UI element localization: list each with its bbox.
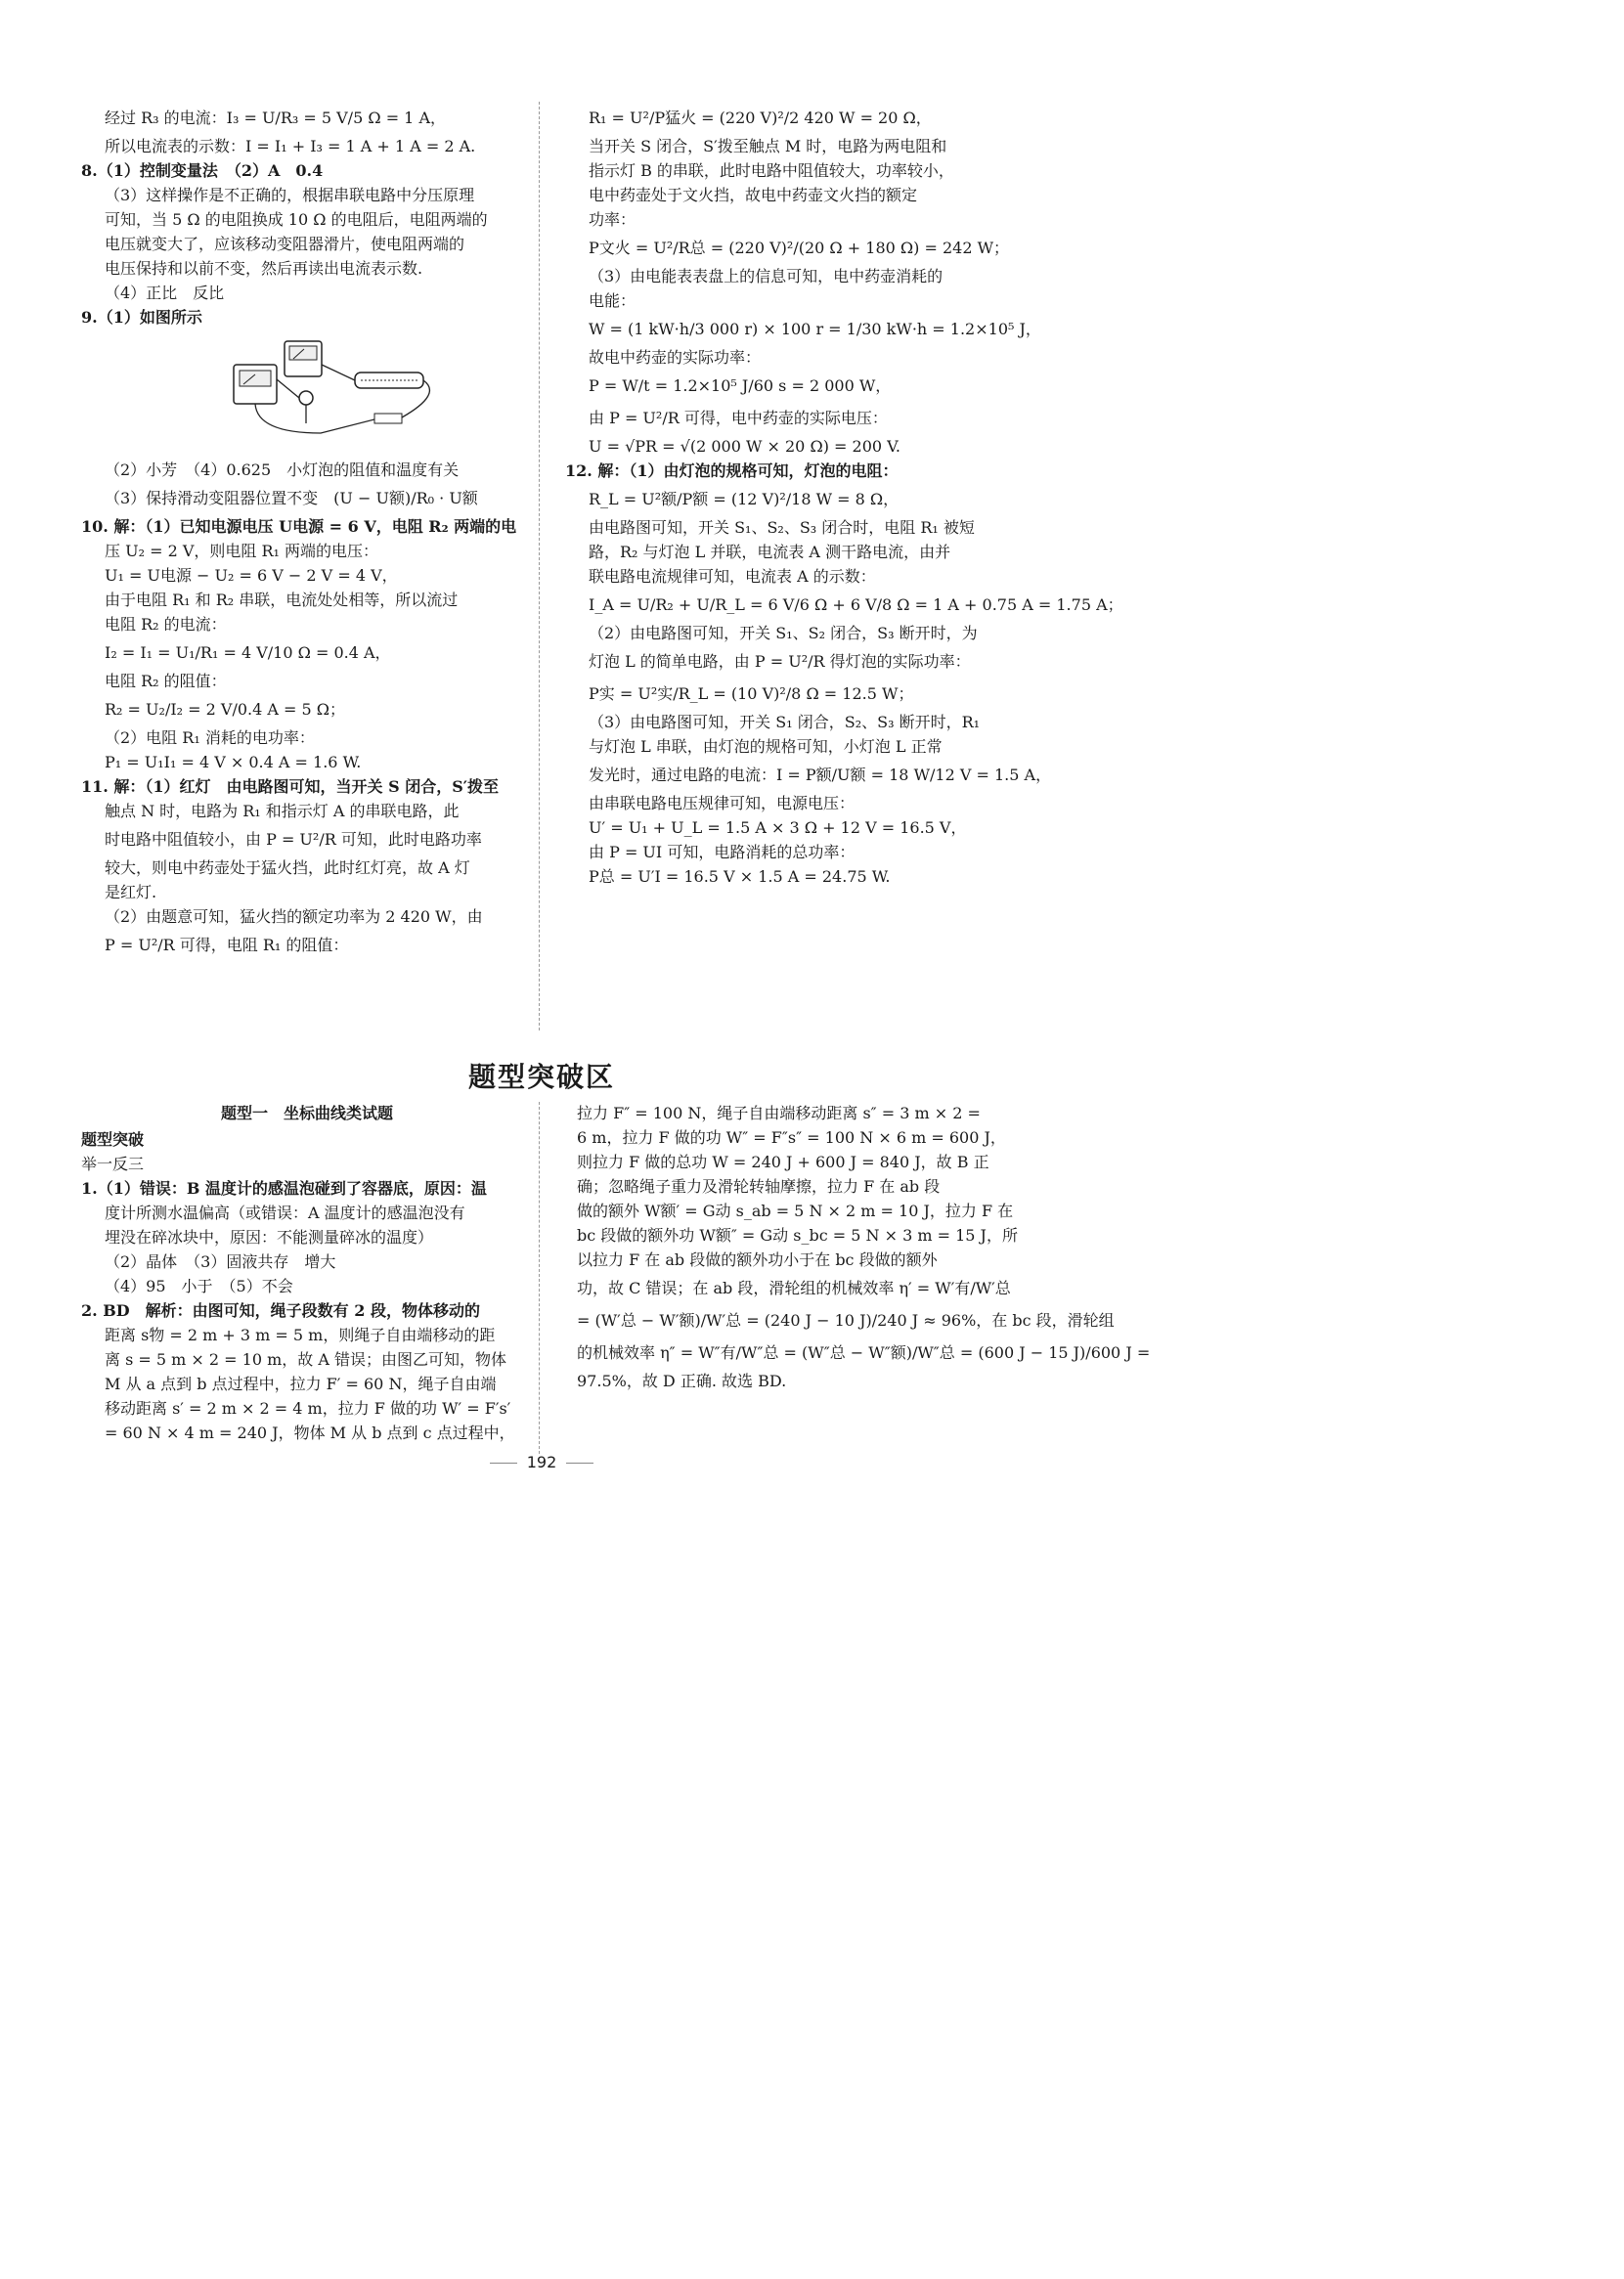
left-column-bottom — [81, 1101, 533, 1445]
text-line: U′ = U₁ + U_L = 1.5 A × 3 Ω + 12 V = 16.5 V， — [589, 818, 967, 837]
text-line: bc 段做的额外功 W额″ = G动 s_bc = 5 N × 3 m = 15 J，所 — [577, 1226, 1018, 1245]
text-line: 埋没在碎冰块中，原因：不能测量碎冰的温度） — [105, 1228, 434, 1247]
text-line: （4）正比 反比 — [105, 284, 225, 302]
answer-block-right-top — [565, 102, 1123, 889]
text-line: = 60 N × 4 m = 240 J，物体 M 从 b 点到 c 点过程中， — [105, 1424, 515, 1442]
text-line: P₁ = U₁I₁ = 4 V × 0.4 A = 1.6 W. — [105, 753, 362, 771]
text-line: U = √PR = √(2 000 W × 20 Ω) = 200 V. — [589, 437, 900, 456]
text-line: U₁ = U电源 − U₂ = 6 V − 2 V = 4 V， — [105, 566, 398, 585]
text-line: （2）由题意可知，猛火挡的额定功率为 2 420 W，由 — [105, 907, 483, 926]
answer-block-left-bottom — [81, 1152, 533, 1445]
text-line: R₁ = U²/P猛火 = (220 V)²/2 420 W = 20 Ω， — [589, 109, 932, 127]
text-line: 与灯泡 L 串联，由灯泡的规格可知，小灯泡 L 正常 — [589, 737, 943, 756]
text-line: （4）95 小于 （5）不会 — [105, 1277, 293, 1295]
text-line: 12. 解：（1）由灯泡的规格可知，灯泡的电阻： — [565, 461, 899, 480]
text-line: （3）由电路图可知，开关 S₁ 闭合，S₂、S₃ 断开时，R₁ — [589, 713, 981, 731]
text-line: 6 m，拉力 F 做的功 W″ = F″s″ = 100 N × 6 m = 600 J， — [577, 1128, 1006, 1147]
text-line: 电压保持和以前不变，然后再读出电流表示数. — [105, 259, 423, 278]
text-line: 则拉力 F 做的总功 W = 240 J + 600 J = 840 J，故 B 正 — [577, 1153, 989, 1171]
text-line: 指示灯 B 的串联，此时电路中阻值较大，功率较小， — [589, 161, 954, 180]
answer-block-right-bottom — [577, 1101, 1151, 1393]
text-line: 距离 s物 = 2 m + 3 m = 5 m，则绳子自由端移动的距 — [105, 1326, 496, 1344]
text-line: 9.（1）如图所示 — [81, 308, 202, 327]
text-line: 功，故 C 错误；在 ab 段，滑轮组的机械效率 η′ = W′有/W′总 — [577, 1279, 1011, 1297]
text-line: 电能： — [589, 291, 636, 310]
text-line: 由 P = UI 可知，电路消耗的总功率： — [589, 843, 856, 861]
text-line: I_A = U/R₂ + U/R_L = 6 V/6 Ω + 6 V/8 Ω = 1 A + 0.75 A = 1.75 A； — [589, 595, 1123, 614]
text-line: 8.（1）控制变量法 （2）A 0.4 — [81, 161, 324, 180]
text-line: 电中药壶处于文火挡，故电中药壶文火挡的额定 — [589, 186, 918, 204]
text-line: 拉力 F″ = 100 N，绳子自由端移动距离 s″ = 3 m × 2 = — [577, 1104, 981, 1122]
text-line: 由于电阻 R₁ 和 R₂ 串联，电流处处相等，所以流过 — [105, 591, 459, 609]
page-number — [0, 1453, 1083, 1471]
column-divider — [539, 1102, 540, 1454]
text-line: 移动距离 s′ = 2 m × 2 = 4 m，拉力 F 做的功 W′ = F′s′ — [105, 1399, 511, 1418]
subsection-heading: 题型一 坐标曲线类试题 — [220, 1104, 393, 1122]
text-line: 电阻 R₂ 的电流： — [105, 615, 227, 634]
text-line: 电压就变大了，应该移动变阻器滑片，使电阻两端的 — [105, 235, 465, 253]
text-line: P = U²/R 可得，电阻 R₁ 的阻值： — [105, 936, 349, 954]
text-line: （3）这样操作是不正确的，根据串联电路中分压原理 — [105, 186, 475, 204]
text-line: 电阻 R₂ 的阻值： — [105, 672, 227, 690]
text-line: 可知，当 5 Ω 的电阻换成 10 Ω 的电阻后，电阻两端的 — [105, 210, 488, 229]
text-line: P文火 = U²/R总 = (220 V)²/(20 Ω + 180 Ω) = 242 W； — [589, 239, 1010, 257]
text-line: 是红灯. — [105, 883, 157, 901]
text-line: 1.（1）错误：B 温度计的感温泡碰到了容器底，原因：温 — [81, 1179, 487, 1198]
text-line: 当开关 S 闭合，S′拨至触点 M 时，电路为两电阻和 — [589, 137, 947, 155]
text-line: 做的额外 W额′ = G动 s_ab = 5 N × 2 m = 10 J，拉力 F 在 — [577, 1202, 1014, 1220]
text-line: （2）电阻 R₁ 消耗的电功率： — [105, 728, 315, 747]
text-line: M 从 a 点到 b 点过程中，拉力 F′ = 60 N，绳子自由端 — [105, 1375, 497, 1393]
text-line: 97.5%，故 D 正确. 故选 BD. — [577, 1372, 787, 1390]
text-line: 举一反三 — [81, 1155, 145, 1173]
text-line: 11. 解：（1）红灯 由电路图可知，当开关 S 闭合，S′拨至 — [81, 777, 500, 796]
text-line: P总 = U′I = 16.5 V × 1.5 A = 24.75 W. — [589, 867, 891, 886]
text-line: （3）保持滑动变阻器位置不变 (U − U额)/R₀ · U额 — [105, 489, 478, 507]
text-line: 故电中药壶的实际功率： — [589, 348, 762, 367]
text-line: （3）由电能表表盘上的信息可知，电中药壶消耗的 — [589, 267, 944, 285]
text-line: I₂ = I₁ = U₁/R₁ = 4 V/10 Ω = 0.4 A， — [105, 643, 391, 662]
text-line: = (W′总 − W′额)/W′总 = (240 J − 10 J)/240 J ≈ 96%，在 bc 段，滑轮组 — [577, 1311, 1115, 1330]
text-line: 确；忽略绳子重力及滑轮转轴摩擦，拉力 F 在 ab 段 — [577, 1177, 941, 1196]
text-line: 离 s = 5 m × 2 = 10 m，故 A 错误；由图乙可知，物体 — [105, 1350, 506, 1369]
text-line: 以拉力 F 在 ab 段做的额外功小于在 bc 段做的额外 — [577, 1250, 938, 1269]
text-line: R_L = U²额/P额 = (12 V)²/18 W = 8 Ω， — [589, 490, 900, 508]
text-line: 10. 解：（1）已知电源电压 U电源 = 6 V，电阻 R₂ 两端的电 — [81, 517, 517, 536]
page-number-text: 192 — [526, 1453, 557, 1471]
section-title: 题型突破区 — [467, 1061, 615, 1093]
text-line: 由 P = U²/R 可得，电中药壶的实际电压： — [589, 409, 888, 427]
text-line: 由电路图可知，开关 S₁、S₂、S₃ 闭合时，电阻 R₁ 被短 — [589, 518, 975, 537]
answer-block-left-mid — [81, 458, 533, 961]
text-line: 的机械效率 η″ = W″有/W″总 = (W″总 − W″额)/W″总 = (600 J − 15 J)/600 J = — [577, 1343, 1151, 1362]
left-column — [81, 102, 533, 961]
text-line: 由串联电路电压规律可知，电源电压： — [589, 794, 856, 812]
text-line: 功率： — [589, 210, 636, 229]
text-line: 路，R₂ 与灯泡 L 并联，电流表 A 测干路电流，由并 — [589, 543, 951, 561]
column-divider — [539, 102, 540, 1030]
right-column — [565, 102, 1123, 889]
text-line: R₂ = U₂/I₂ = 2 V/0.4 A = 5 Ω； — [105, 700, 346, 719]
text-line: 灯泡 L 的简单电路，由 P = U²/R 得灯泡的实际功率： — [589, 652, 971, 671]
text-line: P = W/t = 1.2×10⁵ J/60 s = 2 000 W， — [589, 376, 892, 395]
text-line: 压 U₂ = 2 V，则电阻 R₁ 两端的电压： — [105, 542, 379, 560]
sub-heading: 题型突破 — [81, 1130, 145, 1149]
text-line: P实 = U²实/R_L = (10 V)²/8 Ω = 12.5 W； — [589, 684, 914, 703]
text-line: W = (1 kW·h/3 000 r) × 100 r = 1/30 kW·h = 1.2×10⁵ J， — [589, 320, 1041, 338]
circuit-diagram-figure — [228, 335, 453, 443]
text-line: 时电路中阻值较小，由 P = U²/R 可知，此时电路功率 — [105, 830, 482, 849]
text-line: 发光时，通过电路的电流：I = P额/U额 = 18 W/12 V = 1.5 A， — [589, 766, 1052, 784]
text-line: 触点 N 时，电路为 R₁ 和指示灯 A 的串联电路，此 — [105, 802, 460, 820]
text-line: （2）晶体 （3）固液共存 增大 — [105, 1252, 336, 1271]
text-line: 2. BD 解析：由图可知，绳子段数有 2 段，物体移动的 — [81, 1301, 480, 1320]
text-line: （2）由电路图可知，开关 S₁、S₂ 闭合，S₃ 断开时，为 — [589, 624, 978, 642]
answer-block-left-top — [81, 102, 533, 329]
text-line: 较大，则电中药壶处于猛火挡，此时红灯亮，故 A 灯 — [105, 858, 470, 877]
text-line: 度计所测水温偏高（或错误：A 温度计的感温泡没有 — [105, 1204, 465, 1222]
text-line: 联电路电流规律可知，电流表 A 的示数： — [589, 567, 876, 586]
text-line: （2）小芳 （4）0.625 小灯泡的阻值和温度有关 — [105, 460, 460, 479]
text-line: 所以电流表的示数：I = I₁ + I₃ = 1 A + 1 A = 2 A. — [105, 137, 476, 155]
right-column-bottom — [577, 1101, 1151, 1393]
text-line: 经过 R₃ 的电流：I₃ = U/R₃ = 5 V/5 Ω = 1 A， — [105, 109, 447, 127]
